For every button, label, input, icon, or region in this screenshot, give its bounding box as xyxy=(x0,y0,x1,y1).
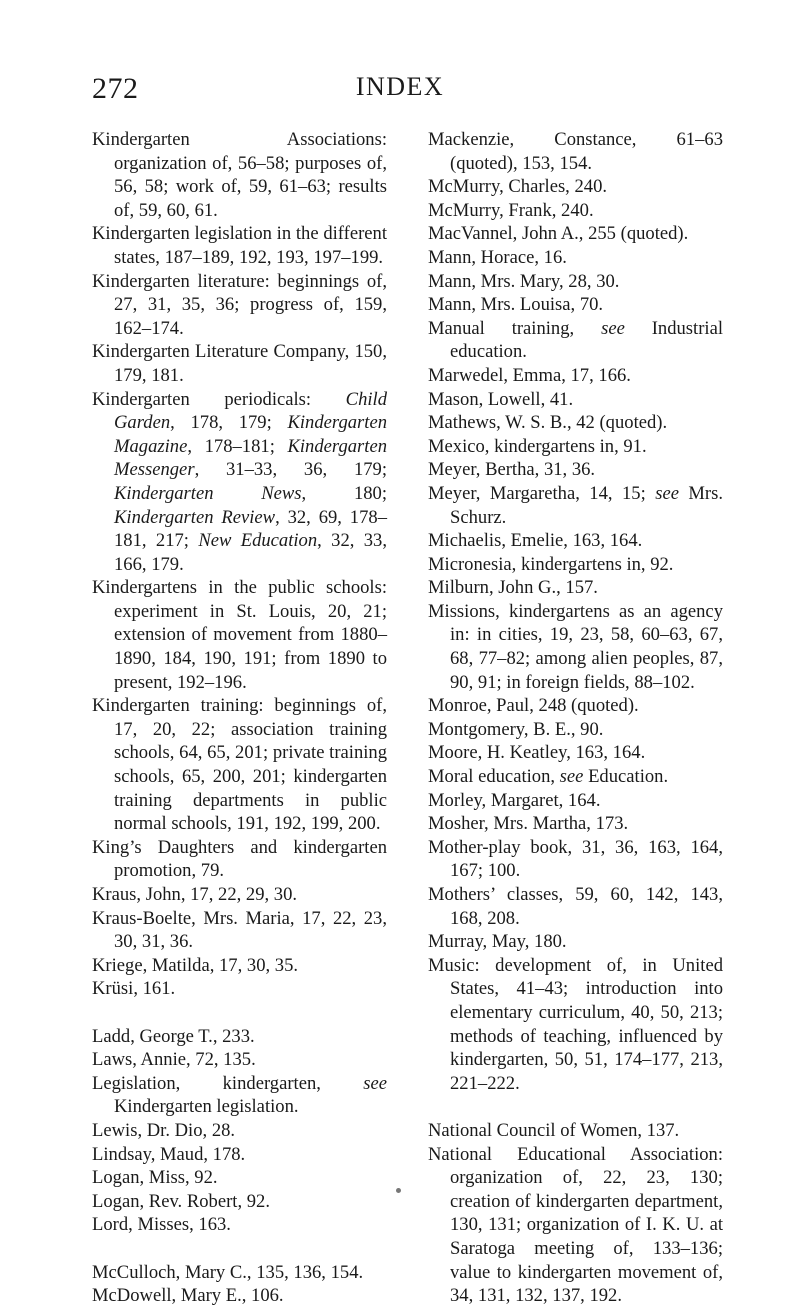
index-entry: Kriege, Matilda, 17, 30, 35. xyxy=(92,954,299,976)
running-head: INDEX xyxy=(355,72,445,101)
index-entry: Meyer, Margaretha, 14, 15; see Mrs. Schurz. xyxy=(428,482,724,528)
index-entry: Krüsi, 161. xyxy=(92,978,176,1000)
index-entry: Morley, Margaret, 164. xyxy=(428,789,601,811)
index-entry: National Educational Association: organization of, 22, 23, 130; creation of kindergarten department, 130, 131; organization of I. K. U. at Saratoga meeting of, 133–136; value to kindergarten movement of, 34, 131, 132, 137, 192. xyxy=(428,1143,723,1307)
index-entry: King’s Daughters and kindergarten promotion, 79. xyxy=(92,836,387,882)
index-entry: Kraus, John, 17, 22, 29, 30. xyxy=(92,884,298,905)
index-entry: Moore, H. Keatley, 163, 164. xyxy=(428,742,646,764)
index-entry: Mackenzie, Constance, 61–63 (quoted), 153, 154. xyxy=(428,129,723,174)
index-entry: Mother-play book, 31, 36, 163, 164, 167; 100. xyxy=(428,836,723,882)
index-entry: Mann, Horace, 16. xyxy=(428,246,567,268)
index-entry: Kindergarten Associations: organization of, 56–58; purposes of, 56, 58; work of, 59, 61–63; results of, 59, 60, 61. xyxy=(92,129,387,221)
index-entry: Kindergarten periodicals: Child Garden, 178, 179; Kindergarten Magazine, 178–181; Kindergarten Messenger, 31–33, 36, 179; Kindergarten News, 180; Kindergarten Review, 32, 69, 178–181, 217; New Education, 32, 33, 166, 179. xyxy=(92,388,387,575)
index-entry: McCulloch, Mary C., 135, 136, 154. xyxy=(92,1261,364,1283)
index-entry: Michaelis, Emelie, 163, 164. xyxy=(428,530,643,552)
index-entry: Kindergarten Literature Company, 150, 179, 181. xyxy=(92,341,387,386)
index-entry: Kindergarten training: beginnings of, 17, 20, 22; association training schools, 64, 65, 201; private training schools, 65, 200, 201; kindergarten training departments in public normal schools, 191, 192, 199, 200. xyxy=(92,695,387,835)
index-entry: Mann, Mrs. Mary, 28, 30. xyxy=(428,270,620,292)
index-entry: Murray, May, 180. xyxy=(428,931,567,953)
index-entry: Music: development of, in United States, 41–43; introduction into elementary curriculum, 40, 50, 213; methods of teaching, influenced by kindergarten, 50, 51, 174–177, 213, 221–222. xyxy=(428,954,723,1094)
index-entry: National Council of Women, 137. xyxy=(428,1119,680,1141)
index-entry: Lord, Misses, 163. xyxy=(92,1214,231,1236)
index-entry: Manual training, see Industrial education. xyxy=(428,317,723,363)
index-entry: Montgomery, B. E., 90. xyxy=(428,718,604,740)
index-entry: Milburn, John G., 157. xyxy=(428,577,598,599)
index-entry: Mothers’ classes, 59, 60, 142, 143, 168, 208. xyxy=(428,884,723,929)
index-entry: Moral education, see Education. xyxy=(428,766,669,788)
index-entry: Legislation, kindergarten, see Kindergarten legislation. xyxy=(92,1072,387,1118)
index-entry: Ladd, George T., 233. xyxy=(92,1025,255,1047)
page-number: 272 xyxy=(92,72,139,105)
index-entry: Monroe, Paul, 248 (quoted). xyxy=(428,695,639,717)
index-entry: Mason, Lowell, 41. xyxy=(428,388,574,410)
index-entry: Missions, kindergartens as an agency in: in cities, 19, 23, 58, 60–63, 67, 68, 77–82; among alien peoples, 87, 90, 91; in foreign fields, 88–102. xyxy=(428,600,723,693)
index-entry: Mathews, W. S. B., 42 (quoted). xyxy=(428,412,668,434)
index-column-left xyxy=(92,128,387,1308)
index-entry: Micronesia, kindergartens in, 92. xyxy=(428,553,674,575)
index-entry: Logan, Rev. Robert, 92. xyxy=(92,1190,270,1212)
index-entry: Laws, Annie, 72, 135. xyxy=(92,1049,256,1071)
index-entry: Kraus-Boelte, Mrs. Maria, 17, 22, 23, 30, 31, 36. xyxy=(92,907,387,953)
page-mark xyxy=(396,1188,401,1193)
index-entry: Marwedel, Emma, 17, 166. xyxy=(428,364,631,386)
index-entry: Meyer, Bertha, 31, 36. xyxy=(428,459,596,481)
index-entry: Mexico, kindergartens in, 91. xyxy=(428,435,647,457)
index-entry: Kindergartens in the public schools: experiment in St. Louis, 20, 21; extension of movement from 1880–1890, 184, 190, 191; from 1890 to present, 192–196. xyxy=(92,577,387,693)
page-header xyxy=(92,72,708,112)
index-entry: MacVannel, John A., 255 (quoted). xyxy=(428,223,689,245)
index-column-right xyxy=(428,128,723,1308)
index-entry: Mosher, Mrs. Martha, 173. xyxy=(428,813,629,835)
index-entry: McDowell, Mary E., 106. xyxy=(92,1285,284,1307)
index-entry: Lewis, Dr. Dio, 28. xyxy=(92,1119,236,1141)
index-entry: Kindergarten legislation in the different states, 187–189, 192, 193, 197–199. xyxy=(92,223,387,268)
index-entry: Logan, Miss, 92. xyxy=(92,1167,218,1189)
index-entry: Kindergarten literature: beginnings of, 27, 31, 35, 36; progress of, 159, 162–174. xyxy=(92,270,387,339)
index-entry: McMurry, Frank, 240. xyxy=(428,199,594,221)
index-entry: Lindsay, Maud, 178. xyxy=(92,1143,246,1165)
index-entry: Mann, Mrs. Louisa, 70. xyxy=(428,294,604,316)
index-entry: McMurry, Charles, 240. xyxy=(428,176,608,198)
